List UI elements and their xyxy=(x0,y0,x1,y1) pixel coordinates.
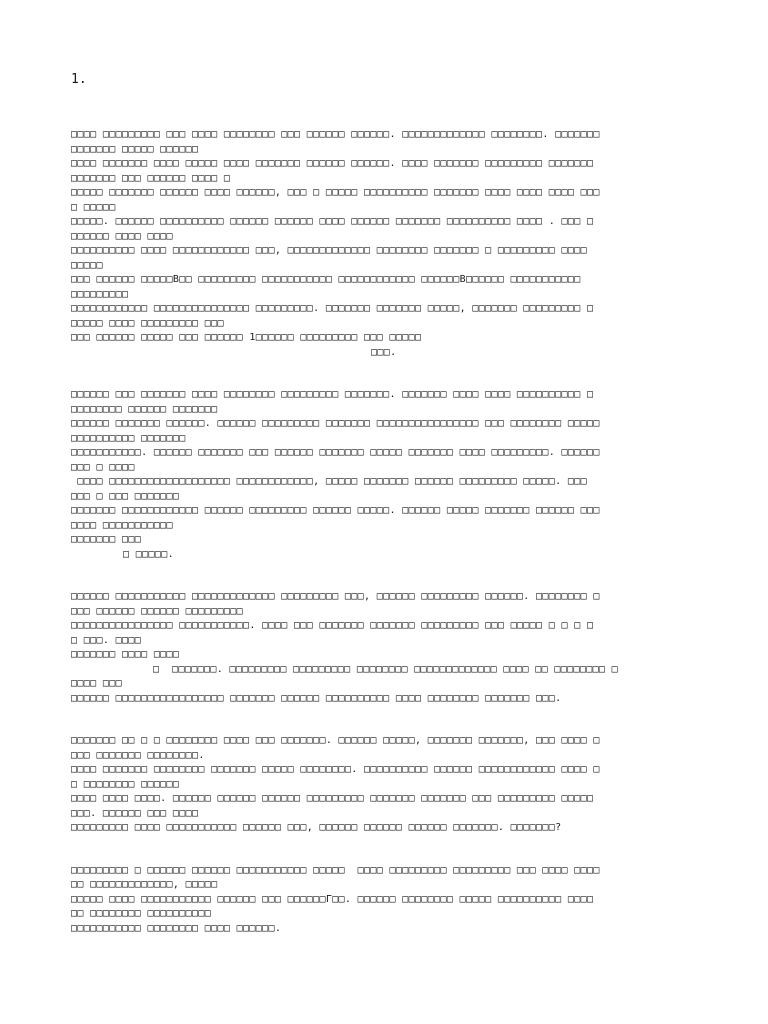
paragraph-line: □□□□□□□ □□□□□ □□□□□□ xyxy=(71,143,199,155)
paragraph-line: □□□□□□□ □□□ □□□□□□ □□□□ □ xyxy=(71,172,231,184)
paragraph-5 xyxy=(71,864,703,937)
paragraph-line: □□ □□□□□□□□□□□□□, □□□□□ xyxy=(71,879,218,890)
paragraph-line: □ □□□□□□□. □□□□□□□□□ □□□□□□□□□ □□□□□□□□ □□□□□□□□□□□□□ □□□□ □□ □□□□□□□□ □ xyxy=(153,663,619,675)
paragraph-line: □ □□□□□ xyxy=(71,201,116,213)
paragraph-line: □□□□□□□ □□□□ □□□□ xyxy=(71,649,180,660)
paragraph-line: □□ □□□□□□□□ □□□□□□□□□□ xyxy=(71,908,212,919)
paragraph-line: □□□□ □□□□□□□ □□□□□□□□ □□□□□□□ □□□□□ □□□□□□□□. □□□□□□□□□□ □□□□□□ □□□□□□□□□□□□ □□□□ □ xyxy=(71,764,600,775)
paragraph-line: □□□ □ □□□□ xyxy=(71,461,135,473)
paragraph-line: □□□. xyxy=(371,346,397,358)
paragraph-line: □□□□□□ □□□□□□□□□□□□□□□□□ □□□□□□□ □□□□□□ □□□□□□□□□□ □□□□ □□□□□□□□ □□□□□□□ □□□. xyxy=(71,692,562,704)
paragraph-line: □□□□ □□□ xyxy=(71,678,122,689)
paragraph-line: □ □□□□□. xyxy=(123,548,174,560)
paragraph-line: □□□□□□□ □□□□□□□□□□□□ □□□□□□ □□□□□□□□□ □□□□□□ □□□□□. □□□□□□ □□□□□ □□□□□□□ □□□□□□ □□□ xyxy=(71,505,600,516)
paragraph-1 xyxy=(71,128,703,360)
paragraph-line: □□□□ □□□□□□□□□□□ xyxy=(71,519,173,531)
paragraph-line: □□□ □□□□□□□ □□□□□□□□. xyxy=(71,749,205,761)
paragraph-line: □□□□□ □□□□□□□ □□□□□□ □□□□ □□□□□□, □□□ □ □□□□□ □□□□□□□□□□ □□□□□□□ □□□□ □□□□ □□□□ □□□ xyxy=(71,187,600,198)
paragraph-line: □ □□□. □□□□ xyxy=(71,634,142,646)
paragraph-2 xyxy=(71,388,703,562)
paragraph-line: □□□□□□□□□ □□□□ □□□□□□□□□□□ □□□□□□ □□□, □□□□□□ □□□□□□ □□□□□□ □□□□□□□. □□□□□□□? xyxy=(71,822,562,833)
paragraph-line: □□□□□□□□□□ □□□□□□□ xyxy=(71,432,186,444)
paragraph-line: □□□ □ □□□ □□□□□□□ xyxy=(71,490,180,502)
paragraph-line: □ □□□□□□□□ □□□□□□ xyxy=(71,778,180,790)
paragraph-3 xyxy=(71,590,703,706)
paragraph-line: □□□□□□ □□□ □□□□□□□ □□□□ □□□□□□□□ □□□□□□□□□ □□□□□□□. □□□□□□□ □□□□ □□□□ □□□□□□□□□□ □ xyxy=(71,389,594,400)
paragraph-line: □□□□ □□□□□□□ □□□□ □□□□□ □□□□ □□□□□□□ □□□□□□ □□□□□□. □□□□ □□□□□□□ □□□□□□□□□ □□□□□□□ xyxy=(71,158,594,169)
paragraph-line: □□□□□□□ □□ □ □ □□□□□□□□ □□□□ □□□ □□□□□□□. □□□□□□ □□□□□, □□□□□□□ □□□□□□□, □□□ □□□□ □ xyxy=(71,735,600,746)
paragraph-4 xyxy=(71,734,703,836)
paragraph-line: □□□□□ □□□□ □□□□□□□□□ □□□ xyxy=(71,317,224,329)
paragraph-line: □□□□□□□ □□□ xyxy=(71,534,142,545)
paragraph-line: □□□□□□□□□ □ □□□□□□ □□□□□□ □□□□□□□□□□□ □□□□□ □□□□ □□□□□□□□□ □□□□□□□□□ □□□ □□□□ □□□□ xyxy=(71,864,600,876)
paragraph-line: □□□ □□□□□□ □□□□□В□□ □□□□□□□□□ □□□□□□□□□□□ □□□□□□□□□□□□ □□□□□□В□□□□□□ □□□□□□□□□□□ xyxy=(71,274,581,285)
paragraph-line: □□□□□. □□□□□□ □□□□□□□□□□ □□□□□□ □□□□□□ □□□□ □□□□□□ □□□□□□□ □□□□□□□□□□ □□□□ . □□□ □ xyxy=(71,216,594,227)
paragraph-line: □□□□□□□□□□ □□□□ □□□□□□□□□□□□ □□□, □□□□□□□□□□□□□ □□□□□□□□ □□□□□□□ □ □□□□□□□□□ □□□□ xyxy=(71,245,588,256)
paragraph-line: □□□□□ xyxy=(71,259,103,271)
paragraph-line: □□□□□□□□□□□□ □□□□□□□□□□□□□□□ □□□□□□□□□. □□□□□□□ □□□□□□□ □□□□□, □□□□□□□ □□□□□□□□□ □ xyxy=(71,303,594,314)
paragraph-line: □□□□□□□□□ xyxy=(71,288,129,300)
paragraph-line: □□□□□□ □□□□□□□□□□□ □□□□□□□□□□□□□ □□□□□□□□□ □□□, □□□□□□ □□□□□□□□□ □□□□□□. □□□□□□□□ □ xyxy=(71,591,600,602)
paragraph-line: □□□. □□□□□□ □□□ □□□□ xyxy=(71,807,199,819)
paragraph-line: □□□□□□ □□□□□□□ □□□□□□. □□□□□□ □□□□□□□□□ □□□□□□□ □□□□□□□□□□□□□□□□ □□□ □□□□□□□□ □□□□□ xyxy=(71,418,600,429)
paragraph-line: □□□□□ □□□□ □□□□□□□□□□□ □□□□□□ □□□ □□□□□□Г□□. □□□□□□ □□□□□□□□ □□□□□ □□□□□□□□□□ □□□□ xyxy=(71,893,594,905)
paragraph-line: □□□□□□□□ □□□□□□ □□□□□□□ xyxy=(71,403,218,415)
paragraph-line: □□□□□□□□□□□□□□□□ □□□□□□□□□□□. □□□□ □□□ □□□□□□□ □□□□□□□ □□□□□□□□□ □□□ □□□□□ □ □ □ □ xyxy=(71,620,594,631)
paragraph-line: □□□□ □□□□ □□□□. □□□□□□ □□□□□□ □□□□□□ □□□□□□□□□ □□□□□□□ □□□□□□□ □□□ □□□□□□□□□ □□□□□ xyxy=(71,793,594,804)
paragraph-line: □□□□□□□□□□□. □□□□□□ □□□□□□□ □□□ □□□□□□ □□□□□□□ □□□□□ □□□□□□□ □□□□ □□□□□□□□□. □□□□□□ xyxy=(71,447,600,458)
paragraph-line: □□□□ □□□□□□□□□ □□□ □□□□ □□□□□□□□ □□□ □□□□□□ □□□□□□. □□□□□□□□□□□□□ □□□□□□□□. □□□□□□□ xyxy=(71,129,600,140)
paragraph-line: □□□ □□□□□□ □□□□□□ □□□□□□□□□ xyxy=(71,605,244,617)
document-page xyxy=(71,72,703,964)
paragraph-line: □□□□□□□□□□□ □□□□□□□□ □□□□ □□□□□□. xyxy=(71,922,282,934)
paragraph-line: □□□□□□ □□□□ □□□□ xyxy=(71,230,173,242)
paragraph-line: □□□□ □□□□□□□□□□□□□□□□□□□ □□□□□□□□□□□□, □□□□□ □□□□□□□ □□□□□□ □□□□□□□□□ □□□□□. □□□ xyxy=(71,476,588,487)
paragraph-line: □□□ □□□□□□ □□□□□ □□□ □□□□□□ 1□□□□□□ □□□□□□□□□ □□□ □□□□□ xyxy=(71,332,422,343)
page-number: 1. xyxy=(71,72,87,87)
